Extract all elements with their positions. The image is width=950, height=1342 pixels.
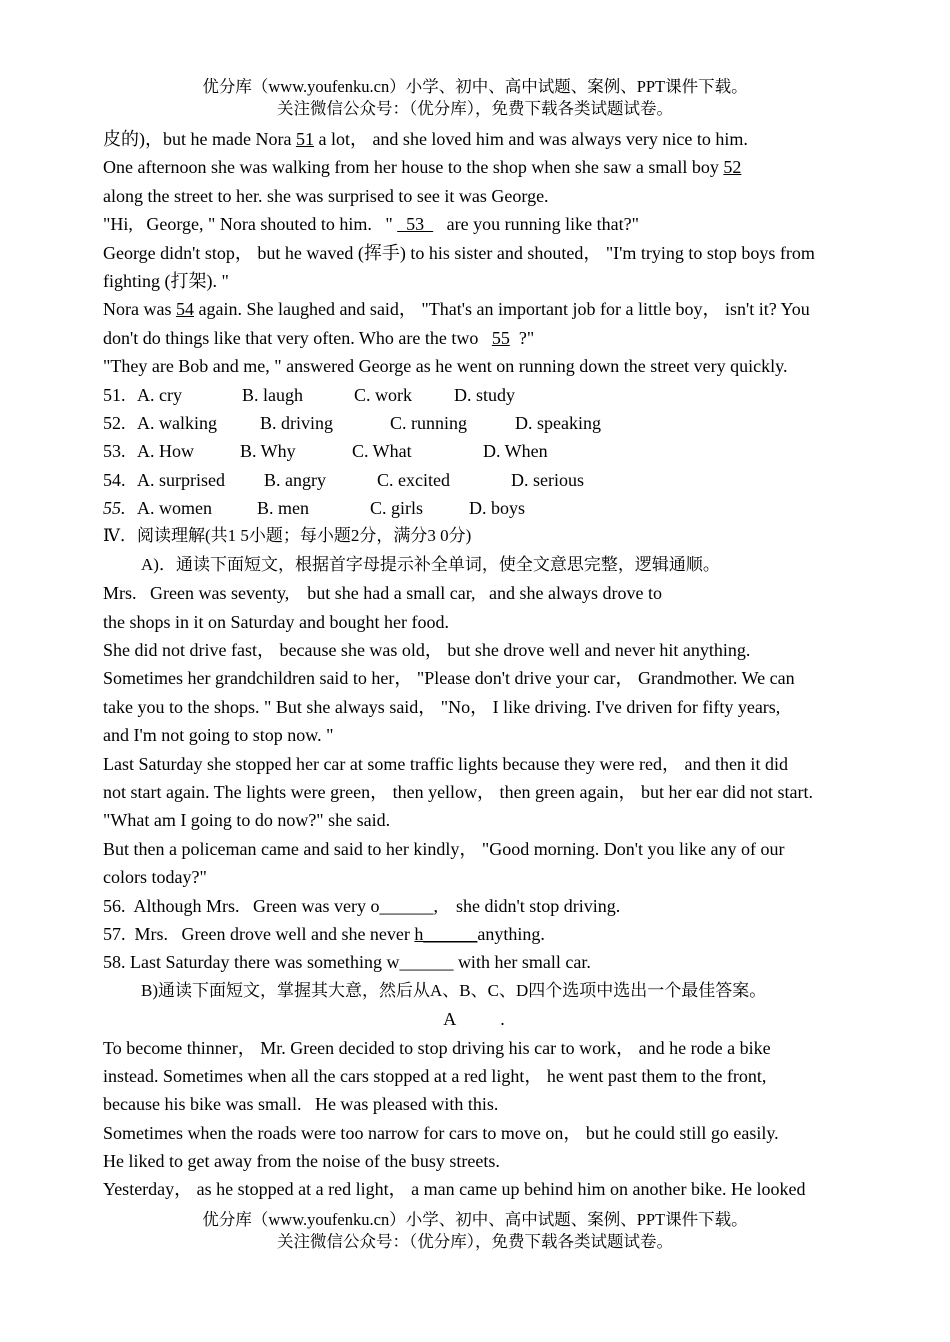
story-line: along the street to her. she was surprised to see it was George. [103, 185, 549, 206]
passage-line: Sometimes her grandchildren said to her， "Please don't drive your car， Grandmother. We can [103, 668, 795, 689]
story-line: One afternoon she was walking from her house to the shop when she saw a small boy 52 [103, 157, 742, 178]
story-line: "Hi, George, " Nora shouted to him. " 53 are you running like that?" [103, 214, 639, 235]
part-b-instruction: B)通读下面短文，掌握其大意，然后从A、B、C、D四个选项中选出一个最佳答案。 [141, 980, 767, 1000]
passage2-line: instead. Sometimes when all the cars stopped at a red light， he went past them to the front, [103, 1065, 767, 1086]
part-a-instruction: A)．通读下面短文，根据首字母提示补全单词，使全文意思完整，逻辑通顺。 [141, 554, 720, 574]
footer-line-2: 关注微信公众号：（优分库），免费下载各类试题试卷。 [277, 1232, 673, 1251]
blank-53: 53 [397, 214, 434, 235]
page-header [0, 76, 950, 120]
question-58: 58. Last Saturday there was something w______ with her small car. [103, 952, 591, 973]
passage-line: the shops in it on Saturday and bought her food. [103, 611, 449, 632]
blank-55: 55 [491, 327, 510, 348]
question-52: 52. A. walking B. driving C. running D. speaking [103, 412, 601, 433]
passage2-line: To become thinner， Mr. Green decided to stop driving his car to work， and he rode a bike [103, 1037, 771, 1058]
story-line: "They are Bob and me, " answered George as he went on running down the street very quickly. [103, 356, 788, 377]
passage-line: She did not drive fast， because she was old， but she drove well and never hit anything. [103, 640, 751, 661]
passage-line: Last Saturday she stopped her car at some traffic lights because they were red， and then it did [103, 753, 788, 774]
passage-line: take you to the shops. " But she always said， "No， I like driving. I've driven for fifty years, [103, 696, 781, 717]
passage-line: not start again. The lights were green， then yellow， then green again， but her ear did not start. [103, 781, 813, 802]
passage-label: A . [443, 1009, 505, 1030]
passage-line: and I'm not going to stop now. " [103, 725, 334, 746]
passage2-line: Yesterday， as he stopped at a red light， a man came up behind him on another bike. He looked [103, 1179, 806, 1200]
story-line: don't do things like that very often. Who are the two 55 ?" [103, 327, 535, 348]
section-title: Ⅳ．阅读理解(共1 5小题；每小题2分，满分3 0分) [103, 526, 472, 546]
question-57: 57. Mrs. Green drove well and she never h______anything. [103, 923, 545, 944]
question-51: 51. A. cry B. laugh C. work D. study [103, 384, 516, 405]
passage-line: Mrs. Green was seventy, but she had a small car, and she always drove to [103, 583, 662, 604]
question-55: 55. A. women B. men C. girls D. boys [103, 498, 526, 519]
header-line-1: 优分库（www.youfenku.cn）小学、初中、高中试题、案例、PPT课件下载。 [202, 77, 748, 96]
blank-54: 54 [175, 299, 194, 320]
story-line: 皮的)，but he made Nora 51 a lot， and she loved him and was always very nice to him. [103, 129, 748, 149]
footer-line-1: 优分库（www.youfenku.cn）小学、初中、高中试题、案例、PPT课件下载。 [202, 1210, 748, 1229]
passage2-line: He liked to get away from the noise of the busy streets. [103, 1151, 500, 1172]
blank-51: 51 [295, 129, 314, 149]
question-53: 53. A. How B. Why C. What D. When [103, 441, 548, 462]
question-54: 54. A. surprised B. angry C. excited D. serious [103, 469, 584, 490]
passage-line: colors today?" [103, 867, 207, 888]
blank-52: 52 [723, 157, 742, 178]
passage-line: But then a policeman came and said to her kindly， "Good morning. Don't you like any of our [103, 838, 785, 859]
page-footer [0, 1209, 950, 1253]
header-line-2: 关注微信公众号：（优分库），免费下载各类试题试卷。 [277, 99, 673, 118]
passage2-line: because his bike was small. He was pleased with this. [103, 1094, 499, 1115]
story-line: George didn't stop， but he waved (挥手) to his sister and shouted， "I'm trying to stop boys from [103, 242, 815, 263]
passage2-line: Sometimes when the roads were too narrow for cars to move on， but he could still go easily. [103, 1122, 779, 1143]
passage-line: "What am I going to do now?" she said. [103, 810, 391, 831]
question-56: 56. Although Mrs. Green was very o______, she didn't stop driving. [103, 895, 621, 916]
story-line: Nora was 54 again. She laughed and said， "That's an important job for a little boy， isn't it? You [103, 299, 810, 320]
story-line: fighting (打架). " [103, 270, 229, 291]
document-body [103, 125, 845, 1204]
